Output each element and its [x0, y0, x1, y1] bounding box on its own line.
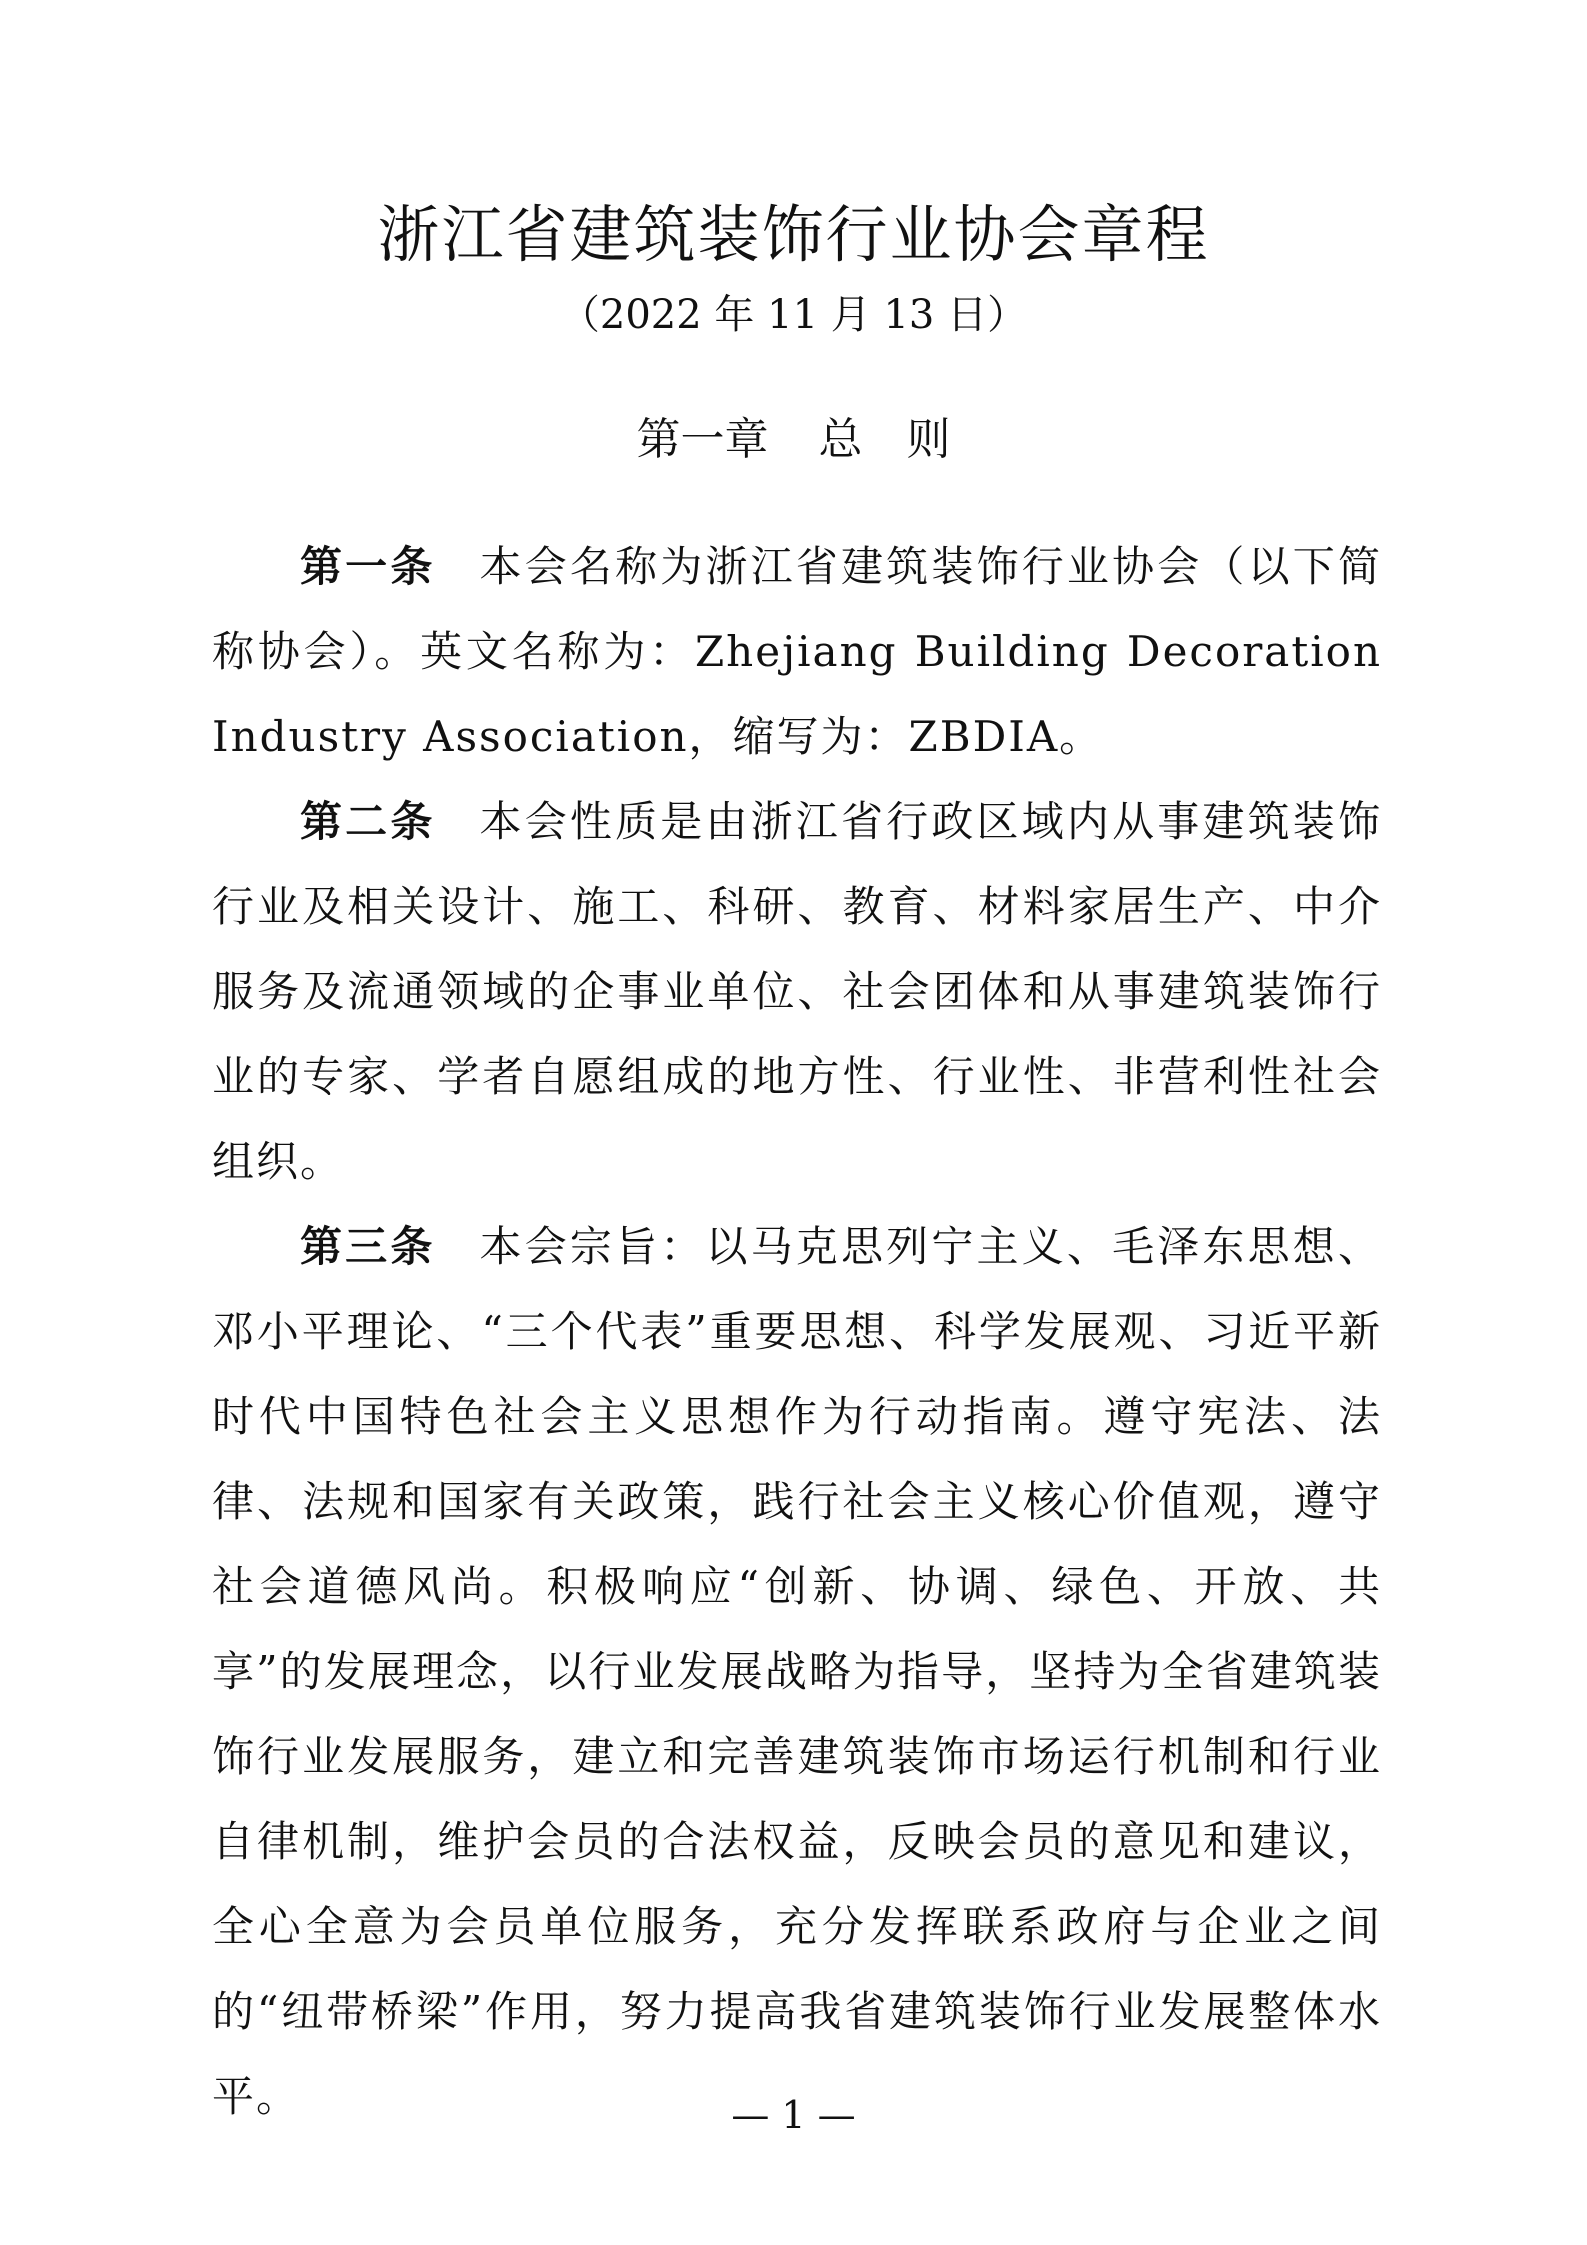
chapter-name: 总 则 [818, 414, 951, 465]
article-label: 第三条 [300, 1222, 436, 1271]
chapter-heading [0, 405, 1587, 475]
article-label: 第二条 [300, 797, 436, 846]
article-text: 本会名称为浙江省建筑装饰行业协会（以下简称协会）。英文名称为：Zhejiang Building Decoration Industry Association，缩写为：ZBDIA。 [212, 542, 1382, 761]
document-title: 浙江省建筑装饰行业协会章程 [377, 198, 1210, 271]
article-2 [212, 779, 1382, 1204]
page-number: — 1 — [731, 2093, 856, 2137]
article-3 [212, 1204, 1382, 2139]
document-body [212, 524, 1382, 2139]
article-label: 第一条 [300, 542, 436, 591]
chapter-number: 第一章 [636, 414, 769, 465]
document-date: （2022 年 11 月 13 日） [559, 292, 1028, 338]
article-1 [212, 524, 1382, 779]
article-text: 本会性质是由浙江省行政区域内从事建筑装饰行业及相关设计、施工、科研、教育、材料家居生产、中介服务及流通领域的企事业单位、社会团体和从事建筑装饰行业的专家、学者自愿组成的地方性、行业性、非营利性社会组织。 [212, 797, 1382, 1186]
article-text: 本会宗旨：以马克思列宁主义、毛泽东思想、邓小平理论、“三个代表”重要思想、科学发展观、习近平新时代中国特色社会主义思想作为行动指南。遵守宪法、法律、法规和国家有关政策，践行社会主义核心价值观，遵守社会道德风尚。积极响应“创新、协调、绿色、开放、共享”的发展理念，以行业发展战略为指导，坚持为全省建筑装饰行业发展服务，建立和完善建筑装饰市场运行机制和行业自律机制，维护会员的合法权益，反映会员的意见和建议，全心全意为会员单位服务，充分发挥联系政府与企业之间的“纽带桥梁”作用，努力提高我省建筑装饰行业发展整体水平。 [212, 1222, 1382, 2121]
